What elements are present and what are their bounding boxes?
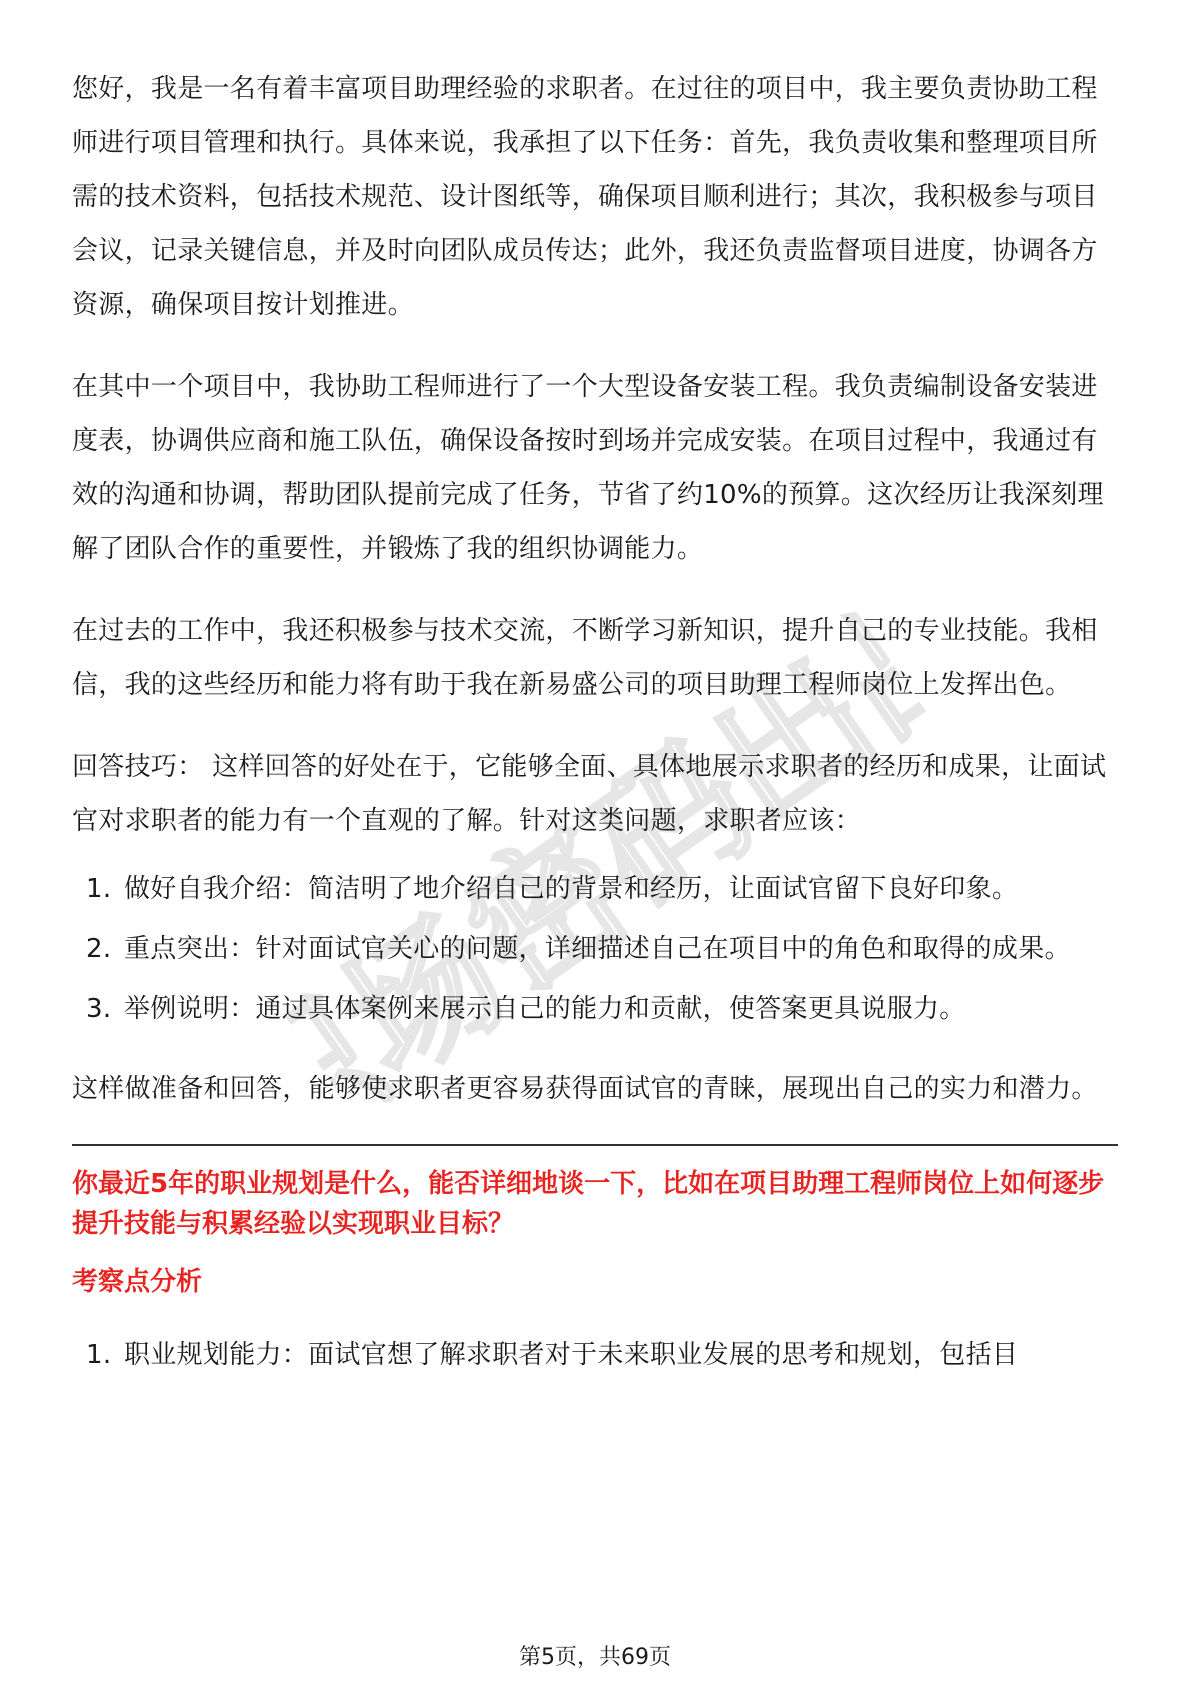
list-number: 1.: [86, 874, 112, 904]
list-item: [72, 982, 1118, 1036]
paragraph-skills: 在过去的工作中，我还积极参与技术交流，不断学习新知识，提升自己的专业技能。我相信，我的这些经历和能力将有助于我在新易盛公司的项目助理工程师岗位上发挥出色。: [72, 616, 1098, 700]
list-number: 3.: [86, 994, 112, 1024]
analysis-list: [72, 1328, 1118, 1382]
section-title: 考察点分析: [72, 1267, 203, 1297]
list-item: [72, 862, 1118, 916]
page-number: 第5页，共69页: [519, 1645, 671, 1670]
paragraph-closing: 这样做准备和回答，能够使求职者更容易获得面试官的青睐，展现出自己的实力和潜力。: [72, 1074, 1098, 1104]
list-text: 做好自我介绍：简洁明了地介绍自己的背景和经历，让面试官留下良好印象。: [124, 874, 1019, 904]
section-divider: [72, 1144, 1118, 1146]
watermark-text: 职场密码出品: [237, 546, 983, 1194]
list-item: [72, 922, 1118, 976]
list-number: 2.: [86, 934, 112, 964]
interview-question: 你最近5年的职业规划是什么，能否详细地谈一下，比如在项目助理工程师岗位上如何逐步提升技能与积累经验以实现职业目标？: [72, 1169, 1105, 1239]
list-text: 举例说明：通过具体案例来展示自己的能力和贡献，使答案更具说服力。: [124, 994, 966, 1024]
paragraph-project-example: 在其中一个项目中，我协助工程师进行了一个大型设备安装工程。我负责编制设备安装进度表，协调供应商和施工队伍，确保设备按时到场并完成安装。在项目过程中，我通过有效的沟通和协调，帮助团队提前完成了任务，节省了约10%的预算。这次经历让我深刻理解了团队合作的重要性，并锻炼了我的组织协调能力。: [72, 372, 1104, 564]
paragraph-answer-tips: 回答技巧： 这样回答的好处在于，它能够全面、具体地展示求职者的经历和成果，让面试官对求职者的能力有一个直观的了解。针对这类问题，求职者应该：: [72, 752, 1107, 836]
list-number: 1.: [86, 1340, 112, 1370]
page-content: [72, 62, 1118, 1408]
tips-list: [72, 862, 1118, 1036]
list-item: [72, 1328, 1118, 1382]
list-text: 重点突出：针对面试官关心的问题，详细描述自己在项目中的角色和取得的成果。: [124, 934, 1071, 964]
list-text: 职业规划能力：面试官想了解求职者对于未来职业发展的思考和规划，包括目: [124, 1340, 1019, 1370]
paragraph-intro: 您好，我是一名有着丰富项目助理经验的求职者。在过往的项目中，我主要负责协助工程师进行项目管理和执行。具体来说，我承担了以下任务：首先，我负责收集和整理项目所需的技术资料，包括技术规范、设计图纸等，确保项目顺利进行；其次，我积极参与项目会议，记录关键信息，并及时向团队成员传达；此外，我还负责监督项目进度，协调各方资源，确保项目按计划推进。: [72, 74, 1098, 320]
